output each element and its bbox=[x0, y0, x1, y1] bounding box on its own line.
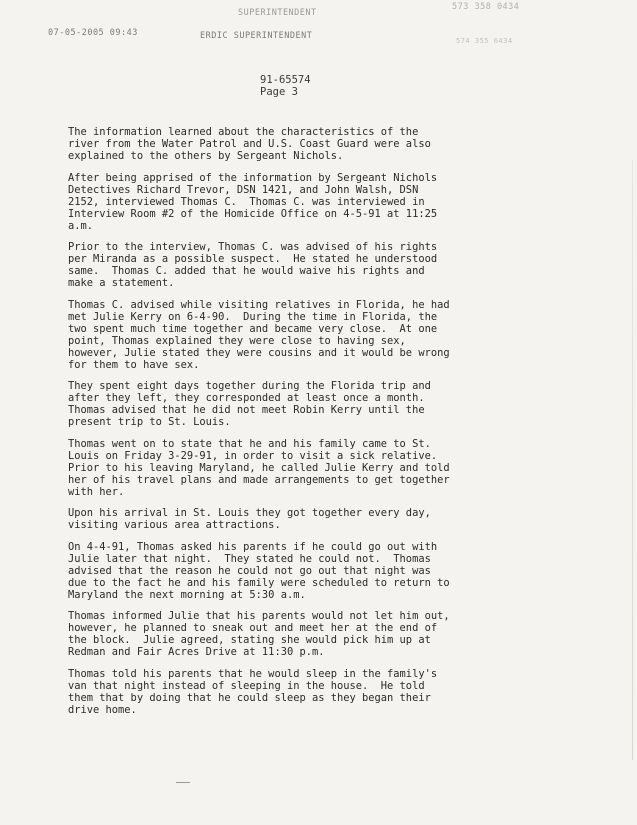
page-edge-shadow bbox=[632, 160, 633, 760]
fax-header-title: SUPERINTENDENT bbox=[238, 8, 317, 18]
fax-sender: ERDIC SUPERINTENDENT bbox=[200, 31, 313, 41]
paragraph: Thomas told his parents that he would sleep in the family's van that night instead of sleeping in the house. He told them that by doing that he could sleep as they began their drive home. bbox=[68, 667, 438, 716]
paragraph: Thomas informed Julie that his parents would not let him out, however, he planned to sneak out and meet her at the end of the block. Julie agreed, stating she would pick him up at Redman and Fair Acres Drive at 11:30 p.m. bbox=[68, 610, 450, 658]
report-body bbox=[68, 126, 568, 725]
paragraph: Thomas went on to state that he and his family came to St. Louis on Friday 3-29-91, in order to visit a sick relative. Prior to his leaving Maryland, he called Julie Kerry and told her of his travel plans and made arrangements to get together with her. bbox=[68, 437, 450, 498]
paragraph: The information learned about the characteristics of the river from the Water Patrol and U.S. Coast Guard were also explained to the others by Sergeant Nichols. bbox=[68, 126, 431, 162]
paragraph: Upon his arrival in St. Louis they got together every day, visiting various area attractions. bbox=[68, 507, 431, 531]
fax-date-time: 07-05-2005 09:43 bbox=[48, 28, 138, 38]
paragraph: On 4-4-91, Thomas asked his parents if he could go out with Julie later that night. They stated he could not. Thomas advised that the reason he could not go out that night was due to the fact he and his family were scheduled to return to Maryland the next morning at 5:30 a.m. bbox=[68, 540, 450, 601]
paragraph: Prior to the interview, Thomas C. was advised of his rights per Miranda as a possible suspect. He stated he understood same. Thomas C. added that he would waive his rights and make a statement. bbox=[68, 241, 438, 289]
fax-number-secondary: 574 355 6434 bbox=[456, 37, 513, 45]
paragraph: They spent eight days together during the Florida trip and after they left, they corresponded at least once a month. Thomas advised that he did not meet Robin Kerry until the present trip to St. Louis. bbox=[68, 380, 431, 428]
page-number: Page 3 bbox=[260, 86, 298, 98]
fax-number: 573 358 0434 bbox=[452, 2, 520, 12]
paragraph: After being apprised of the information by Sergeant Nichols Detectives Richard Trevor, DSN 1421, and John Walsh, DSN 2152, interviewed Thomas C. Thomas C. was interviewed in Interview Room #2 of the Homicide Office on 4-5-91 at 11:25 a.m. bbox=[68, 171, 438, 232]
scan-mark bbox=[176, 782, 190, 783]
paragraph: Thomas C. advised while visiting relatives in Florida, he had met Julie Kerry on 6-4-90. During the time in Florida, the two spent much time together and became very close. At one point, Thomas explained they were close to having sex, however, Julie stated they were cousins and it would be wrong for them to have sex. bbox=[68, 298, 450, 371]
document-number: 91-65574 bbox=[260, 74, 311, 86]
